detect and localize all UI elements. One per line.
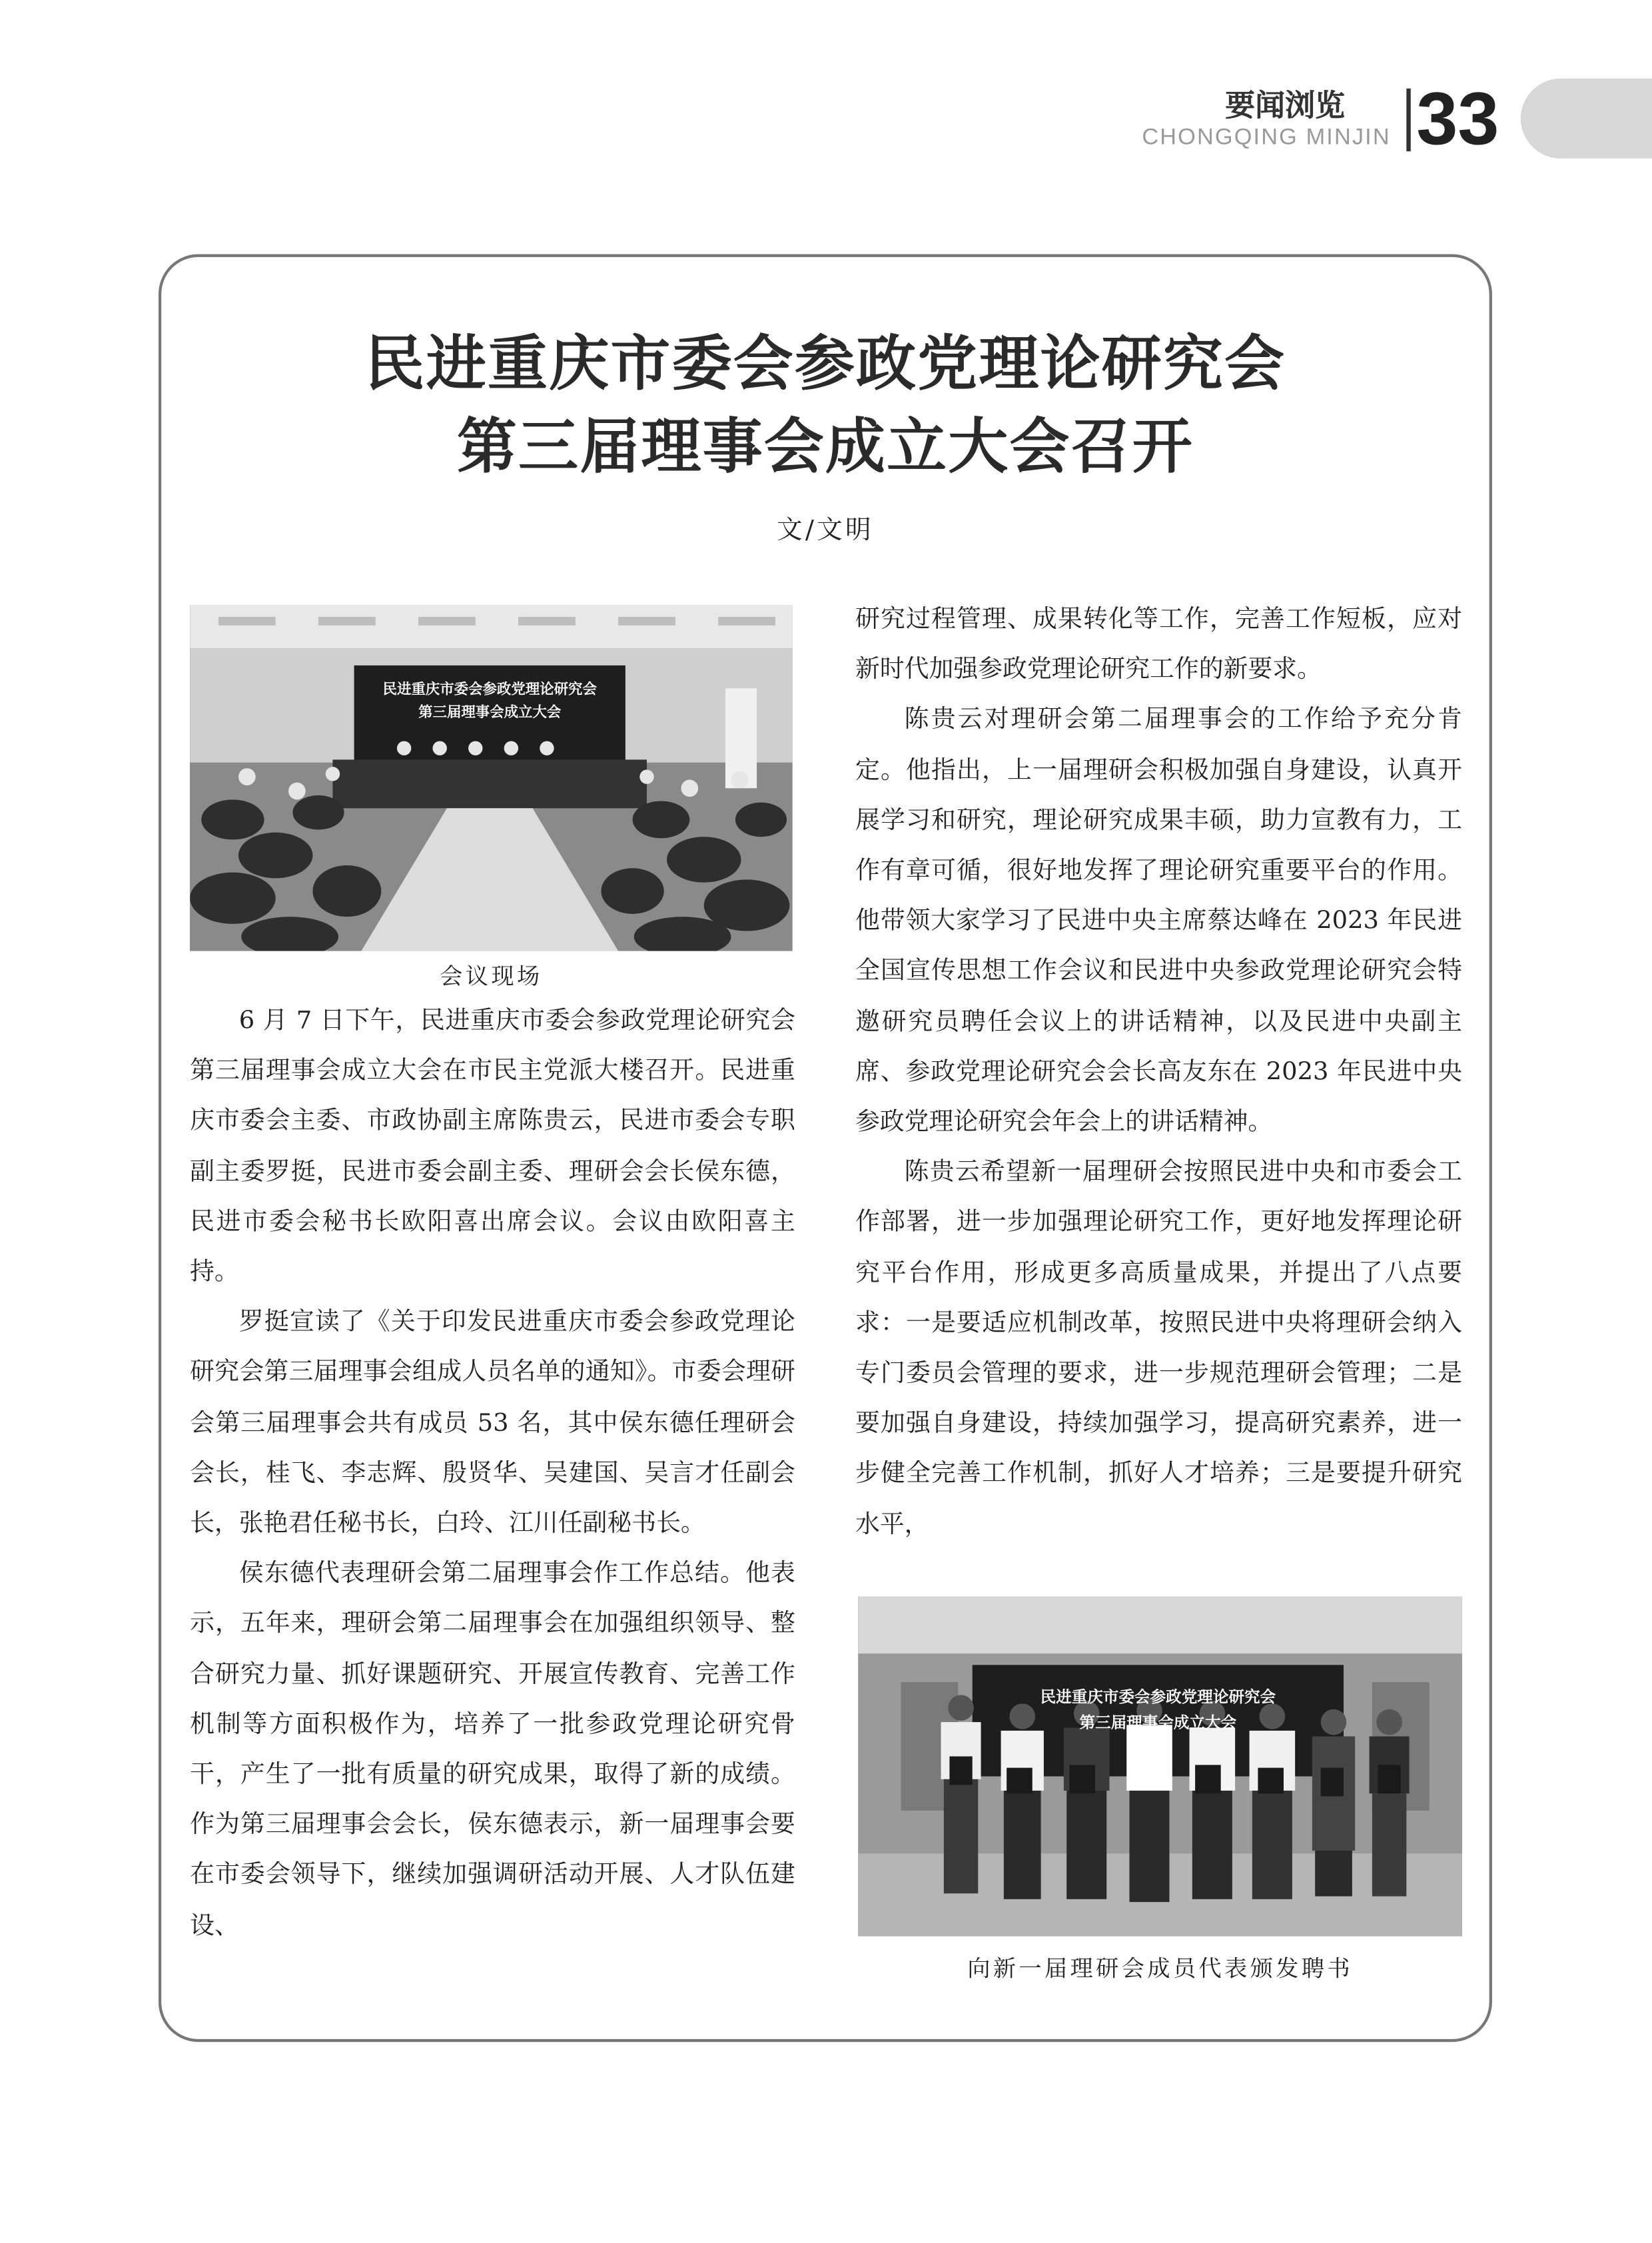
certificate-banner-line1: 民进重庆市委会参政党理论研究会 [1040,1687,1276,1707]
left-column [190,997,795,1952]
certificate-photo [858,1596,1462,1936]
meeting-banner-line1: 民进重庆市委会参政党理论研究会 [382,681,597,698]
article-title-line2: 第三届理事会成立大会召开 [456,411,1194,482]
certificate-banner-line2: 第三届理事会成立大会 [1079,1713,1237,1732]
section-title: 要闻浏览 [1225,88,1346,123]
paragraph: 6 月 7 日下午，民进重庆市委会参政党理论研究会第三届理事会成立大会在市民主党派大楼召开。民进重庆市委会主委、市政协副主席陈贵云，民进市委会专职副主委罗挺，民进市委会副主委、理研会会长侯东德，民进市委会秘书长欧阳喜出席会议。会议由欧阳喜主持。 [190,1007,795,1287]
section-subtitle: CHONGQING MINJIN [1142,125,1391,151]
paragraph: 陈贵云希望新一届理研会按照民进中央和市委会工作部署，进一步加强理论研究工作，更好地发挥理论研究平台作用，形成更多高质量成果，并提出了八点要求：一是要适应机制改革，按照民进中央将理研会纳入专门委员会管理的要求，进一步规范理研会管理；二是要加强自身建设，持续加强学习，提高研究素养，进一步健全完善工作机制，抓好人才培养；三是要提升研究水平， [855,1158,1462,1539]
paragraph: 陈贵云对理研会第二届理事会的工作给予充分肯定。他指出，上一届理研会积极加强自身建设，认真开展学习和研究，理论研究成果丰硕，助力宣教有力，工作有章可循，很好地发挥了理论研究重要平台的作用。他带领大家学习了民进中央主席蔡达峰在 2023 年民进全国宣传思想工作会议和民进中央参政党理论研究会特邀研究员聘任会议上的讲话精神，以及民进中央副主席、参政党理论研究会会长高友东在 2023 年民进中央参政党理论研究会年会上的讲话精神。 [855,705,1462,1137]
article-title-line1: 民进重庆市委会参政党理论研究会 [364,328,1286,399]
meeting-photo-graphic [190,606,793,951]
right-column [855,596,1462,1551]
header-divider [1406,89,1410,151]
meeting-photo [190,606,793,951]
certificate-photo-graphic [858,1596,1462,1936]
article-author: 文/文明 [776,515,874,546]
page-number: 33 [1416,78,1499,162]
paragraph: 罗挺宣读了《关于印发民进重庆市委会参政党理论研究会第三届理事会组成人员名单的通知》。市委会理研会第三届理事会共有成员 53 名，其中侯东德任理研会会长，桂飞、李志辉、殷贤华、吴建国、吴言才任副会长，张艳君任秘书长，白玲、江川任副秘书长。 [190,1308,795,1538]
certificate-photo-caption: 向新一届理研会成员代表颁发聘书 [967,1955,1353,1983]
page-tab-decoration [1521,79,1652,159]
meeting-photo-caption: 会议现场 [440,962,543,990]
meeting-banner-line2: 第三届理事会成立大会 [418,704,562,721]
paragraph: 研究过程管理、成果转化等工作，完善工作短板，应对新时代加强参政党理论研究工作的新要求。 [855,605,1462,685]
paragraph: 侯东德代表理研会第二届理事会作工作总结。他表示，五年来，理研会第二届理事会在加强组织领导、整合研究力量、抓好课题研究、开展宣传教育、完善工作机制等方面积极作为，培养了一批参政党理论研究骨干，产生了一批有质量的研究成果，取得了新的成绩。作为第三届理事会会长，侯东德表示，新一届理事会要在市委会领导下，继续加强调研活动开展、人才队伍建设、 [190,1560,795,1941]
